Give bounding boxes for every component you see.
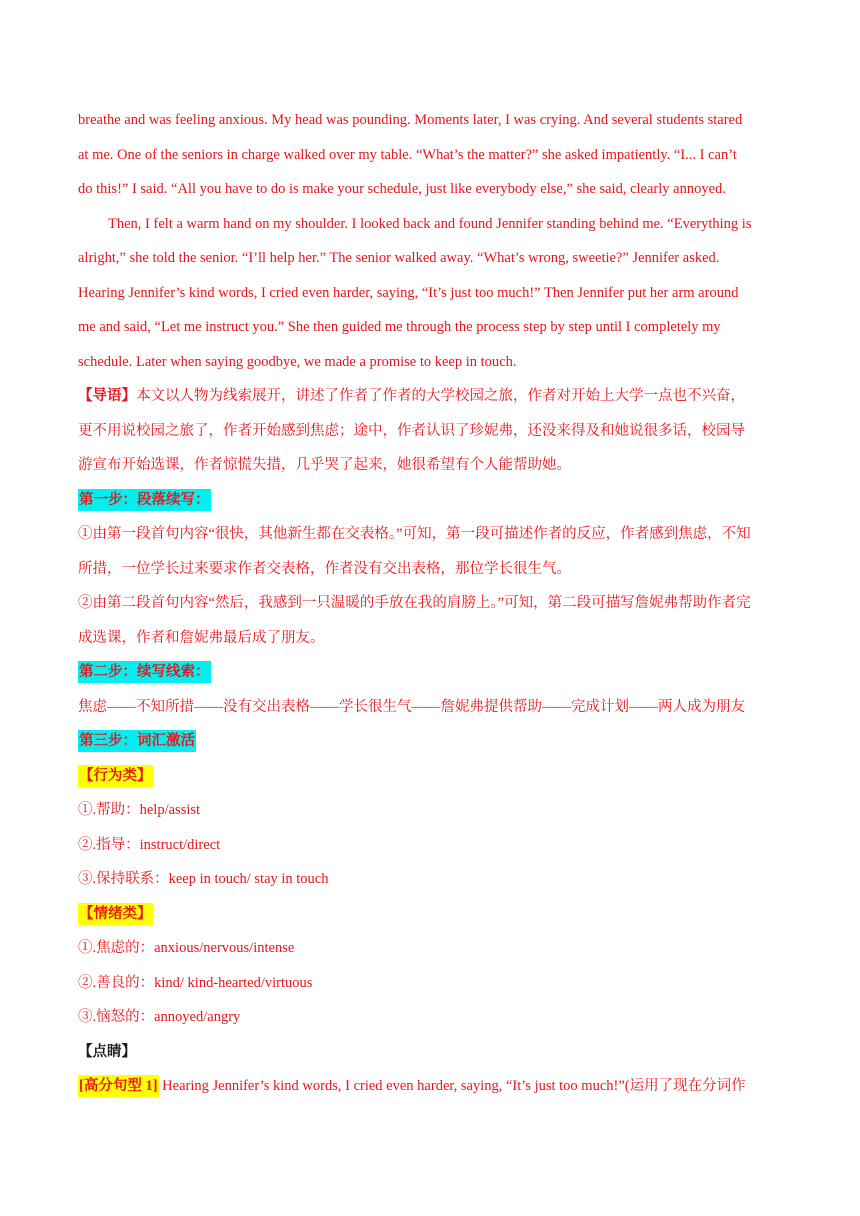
intro-section	[78, 379, 786, 483]
step3-section	[78, 724, 786, 1035]
text-line: do this!” I said. “All you have to do is make your schedule, just like everybody else,” she said, clearly annoyed.	[78, 181, 726, 197]
category-line	[78, 759, 786, 794]
vocab-item: ②.善良的：kind/ kind-hearted/virtuous	[78, 974, 313, 991]
text-line: 所措，一位学长过来要求作者交表格，作者没有交出表格，那位学长很生气。	[78, 560, 571, 577]
clue-line: 焦虑——不知所措——没有交出表格——学长很生气——詹妮弗提供帮助——完成计划——两人成为朋友	[78, 698, 745, 715]
text-line: 游宣布开始选课，作者惊慌失措，几乎哭了起来，她很希望有个人能帮助她。	[78, 457, 571, 473]
passage-paragraph-2	[78, 207, 786, 380]
step1-section	[78, 483, 786, 656]
sentence-pattern-tag: [高分句型 1]	[78, 1075, 159, 1097]
text-line	[78, 1069, 786, 1104]
vocab-item: ③.恼怒的：annoyed/angry	[78, 1009, 241, 1025]
text-line: ②由第二段首句内容“然后，我感到一只温暖的手放在我的肩膀上。”可知，第二段可描写詹妮弗帮助作者完	[78, 595, 751, 611]
emotion-category-label: 【情绪类】	[78, 903, 153, 925]
step2-heading: 第二步：续写线索：	[78, 661, 211, 683]
intro-label: 【导语】	[78, 388, 136, 404]
text-line: me and said, “Let me instruct you.” She then guided me through the process step by step until I completely my	[78, 319, 721, 335]
vocab-item: ①.焦虑的：anxious/nervous/intense	[78, 940, 295, 956]
text-line: schedule. Later when saying goodbye, we made a promise to keep in touch.	[78, 353, 517, 370]
text-line: Hearing Jennifer’s kind words, I cried even harder, saying, “It’s just too much!” Then Jennifer put her arm around	[78, 284, 739, 301]
highlight-label: 【点睛】	[78, 1043, 136, 1060]
vocab-item: ②.指导：instruct/direct	[78, 836, 221, 853]
vocab-item: ①.帮助：help/assist	[78, 802, 201, 818]
text-line: alright,” she told the senior. “I’ll help her.” The senior walked away. “What’s wrong, sweetie?” Jennifer asked.	[78, 250, 720, 266]
behavior-category-label: 【行为类】	[78, 765, 153, 787]
document-body	[78, 103, 786, 1104]
text-line: 更不用说校园之旅了，作者开始感到焦虑；途中，作者认识了珍妮弗，还没来得及和她说很多话，校园导	[78, 422, 745, 439]
text-line: at me. One of the seniors in charge walked over my table. “What’s the matter?” she asked impatiently. “I... I can’t	[78, 146, 737, 163]
vocab-item: ③.保持联系：keep in touch/ stay in touch	[78, 871, 329, 887]
section-heading-line	[78, 483, 786, 518]
text-line: Then, I felt a warm hand on my shoulder. I looked back and found Jennifer standing behind me. “Everything is	[108, 215, 752, 232]
highlight-section	[78, 1035, 786, 1104]
text-line: breathe and was feeling anxious. My head was pounding. Moments later, I was crying. And several students stared	[78, 112, 743, 128]
text-line: ①由第一段首句内容“很快，其他新生都在交表格。”可知，第一段可描述作者的反应，作者感到焦虑，不知	[78, 526, 751, 542]
section-heading-line	[78, 655, 786, 690]
step3-heading: 第三步：词汇激活	[78, 730, 196, 752]
passage-paragraph-1	[78, 103, 786, 207]
text-line: 成选课，作者和詹妮弗最后成了朋友。	[78, 629, 325, 646]
step2-section	[78, 655, 786, 724]
section-heading-line	[78, 1035, 786, 1070]
section-heading-line	[78, 724, 786, 759]
intro-text: 本文以人物为线索展开，讲述了作者了作者的大学校园之旅，作者对开始上大学一点也不兴奋，	[136, 388, 745, 404]
category-line	[78, 897, 786, 932]
sentence-pattern-text: Hearing Jennifer’s kind words, I cried even harder, saying, “It’s just too much!”(运用了现在分词作	[158, 1078, 746, 1094]
step1-heading: 第一步：段落续写：	[78, 489, 211, 511]
text-line	[78, 379, 786, 414]
